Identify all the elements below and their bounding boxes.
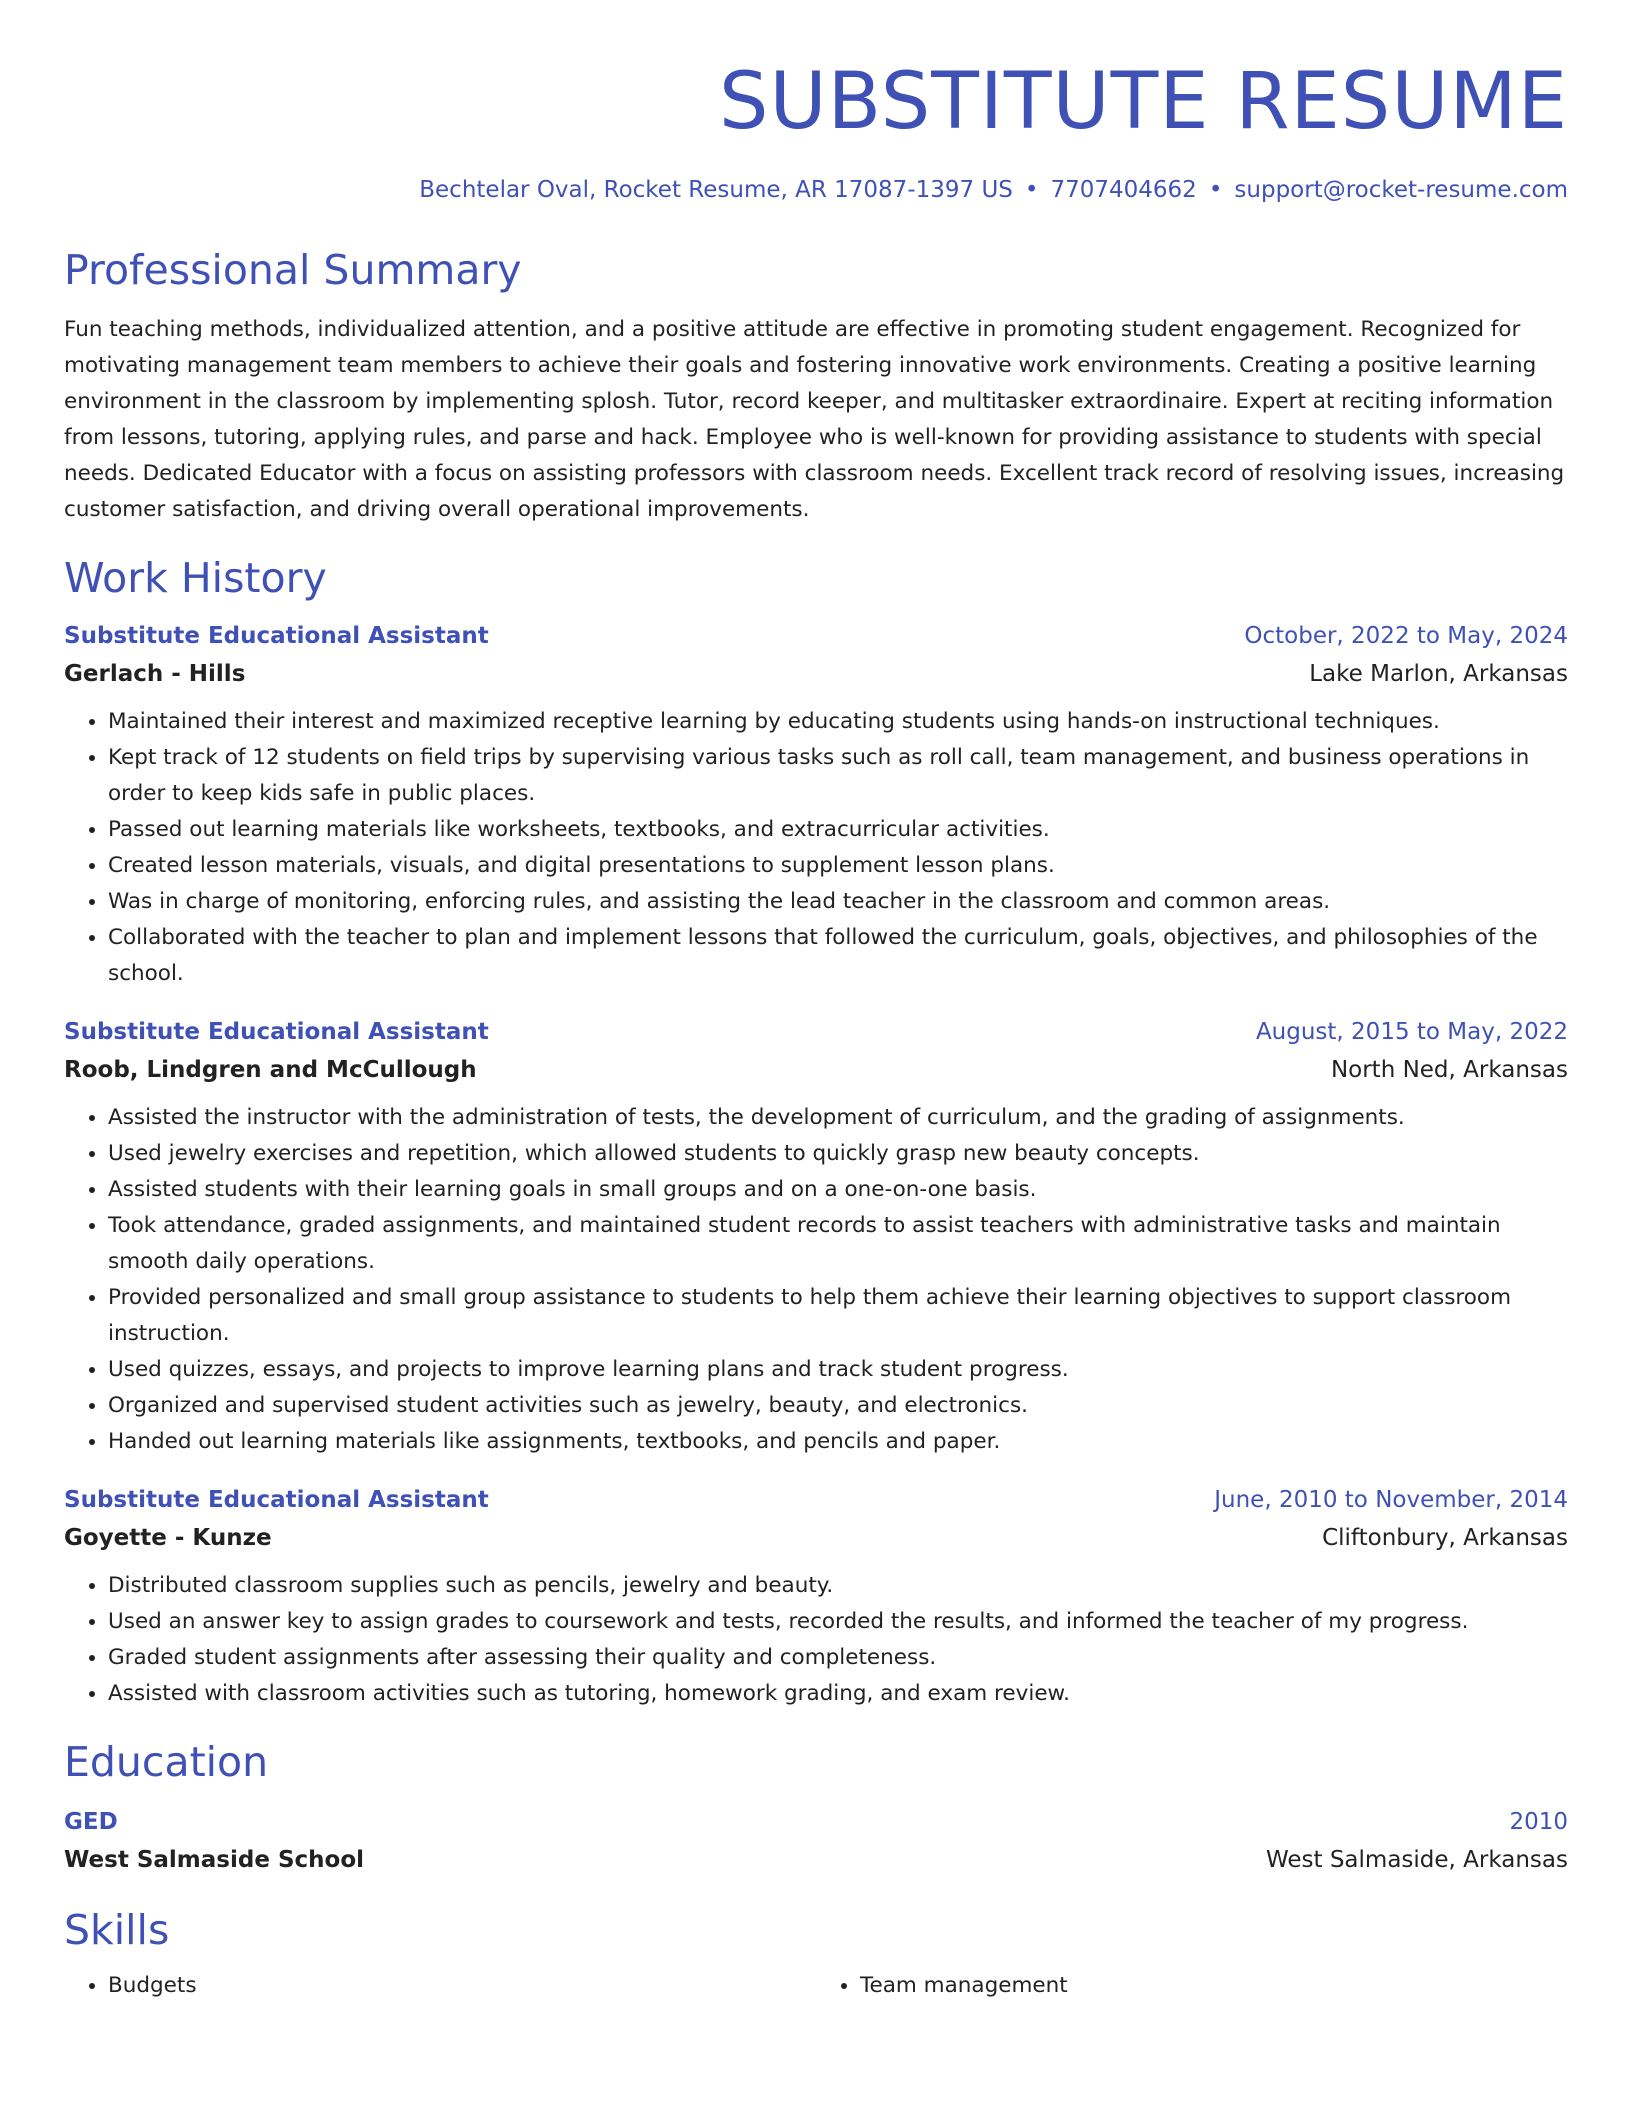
summary-heading: Professional Summary	[64, 246, 522, 294]
job-entry	[64, 1014, 1568, 1460]
education-heading: Education	[64, 1738, 269, 1786]
job-duty-item: • Kept track of 12 students on field trips by supervising various tasks such as roll call, team management, and business operations in order to keep kids safe in public places.	[108, 740, 1568, 812]
job-duty-item: • Assisted students with their learning goals in small groups and on a one-on-one basis.	[108, 1172, 1568, 1208]
job-duties-list	[64, 1568, 1568, 1712]
job-company: Goyette - Kunze	[64, 1525, 272, 1551]
skill-item: • Team management	[860, 1968, 1568, 2004]
job-title: Substitute Educational Assistant	[64, 1019, 489, 1045]
resume-title: SUBSTITUTE RESUME	[718, 57, 1568, 147]
education-location: West Salmaside, Arkansas	[1265, 1847, 1568, 1873]
contact-separator: •	[1024, 177, 1039, 203]
job-duty-item: • Used quizzes, essays, and projects to improve learning plans and track student progress.	[108, 1352, 1568, 1388]
job-company: Gerlach - Hills	[64, 661, 246, 687]
job-duty-item: • Graded student assignments after assessing their quality and completeness.	[108, 1640, 1568, 1676]
job-title: Substitute Educational Assistant	[64, 1487, 489, 1513]
job-duty-item: • Provided personalized and small group assistance to students to help them achieve their learning objectives to support classroom instruction.	[108, 1280, 1568, 1352]
job-duty-item: • Distributed classroom supplies such as pencils, jewelry and beauty.	[108, 1568, 1568, 1604]
job-duty-item: • Assisted the instructor with the administration of tests, the development of curriculum, and the grading of assignments.	[108, 1100, 1568, 1136]
contact-phone: 7707404662	[1050, 177, 1197, 203]
job-duty-item: • Was in charge of monitoring, enforcing rules, and assisting the lead teacher in the classroom and common areas.	[108, 884, 1568, 920]
education-entry	[64, 1804, 1568, 1880]
contact-separator: •	[1208, 177, 1223, 203]
job-duty-item: • Handed out learning materials like assignments, textbooks, and pencils and paper.	[108, 1424, 1568, 1460]
job-location: North Ned, Arkansas	[1330, 1057, 1568, 1083]
job-company: Roob, Lindgren and McCullough	[64, 1057, 477, 1083]
work-history-heading: Work History	[64, 554, 327, 602]
skills-heading: Skills	[64, 1906, 170, 1954]
job-location: Cliftonbury, Arkansas	[1322, 1525, 1568, 1551]
job-duty-item: • Assisted with classroom activities such as tutoring, homework grading, and exam review.	[108, 1676, 1568, 1712]
job-entry	[64, 1482, 1568, 1712]
job-duty-item: • Collaborated with the teacher to plan and implement lessons that followed the curriculum, goals, objectives, and philosophies of the school.	[108, 920, 1568, 992]
job-duty-item: • Used an answer key to assign grades to coursework and tests, recorded the results, and informed the teacher of my progress.	[108, 1604, 1568, 1640]
job-duty-item: • Used jewelry exercises and repetition, which allowed students to quickly grasp new beauty concepts.	[108, 1136, 1568, 1172]
job-duty-item: • Maintained their interest and maximized receptive learning by educating students using hands-on instructional techniques.	[108, 704, 1568, 740]
education-year: 2010	[1509, 1809, 1568, 1835]
job-duty-item: • Created lesson materials, visuals, and digital presentations to supplement lesson plans.	[108, 848, 1568, 884]
job-dates: August, 2015 to May, 2022	[1255, 1019, 1568, 1045]
education-degree: GED	[64, 1809, 118, 1835]
job-duty-item: • Took attendance, graded assignments, and maintained student records to assist teachers with administrative tasks and maintain smooth daily operations.	[108, 1208, 1568, 1280]
job-duty-item: • Passed out learning materials like worksheets, textbooks, and extracurricular activities.	[108, 812, 1568, 848]
contact-line	[64, 174, 1568, 206]
job-entry	[64, 618, 1568, 992]
skill-item: • Budgets	[108, 1968, 816, 2004]
job-title: Substitute Educational Assistant	[64, 623, 489, 649]
job-duties-list	[64, 1100, 1568, 1460]
job-dates: June, 2010 to November, 2014	[1214, 1487, 1568, 1513]
contact-address: Bechtelar Oval, Rocket Resume, AR 17087-1397 US	[419, 177, 1013, 203]
job-location: Lake Marlon, Arkansas	[1309, 661, 1568, 687]
skills-list	[64, 1968, 1568, 2004]
job-duties-list	[64, 704, 1568, 992]
job-dates: October, 2022 to May, 2024	[1244, 623, 1568, 649]
summary-text: Fun teaching methods, individualized attention, and a positive attitude are effective in promoting student engagement. Recognized for motivating management team members to achieve their goals and fostering innovative work environments. Creating a positive learning environment in the classroom by implementing splosh. Tutor, record keeper, and multitasker extraordinaire. Expert at reciting information from lessons, tutoring, applying rules, and parse and hack. Employee who is well-known for providing assistance to students with special needs. Dedicated Educator with a focus on assisting professors with classroom needs. Excellent track record of resolving issues, increasing customer satisfaction, and driving overall operational improvements.	[64, 317, 1565, 522]
job-duty-item: • Organized and supervised student activities such as jewelry, beauty, and electronics.	[108, 1388, 1568, 1424]
education-school: West Salmaside School	[64, 1847, 364, 1873]
contact-email[interactable]: support@rocket-resume.com	[1234, 177, 1568, 203]
